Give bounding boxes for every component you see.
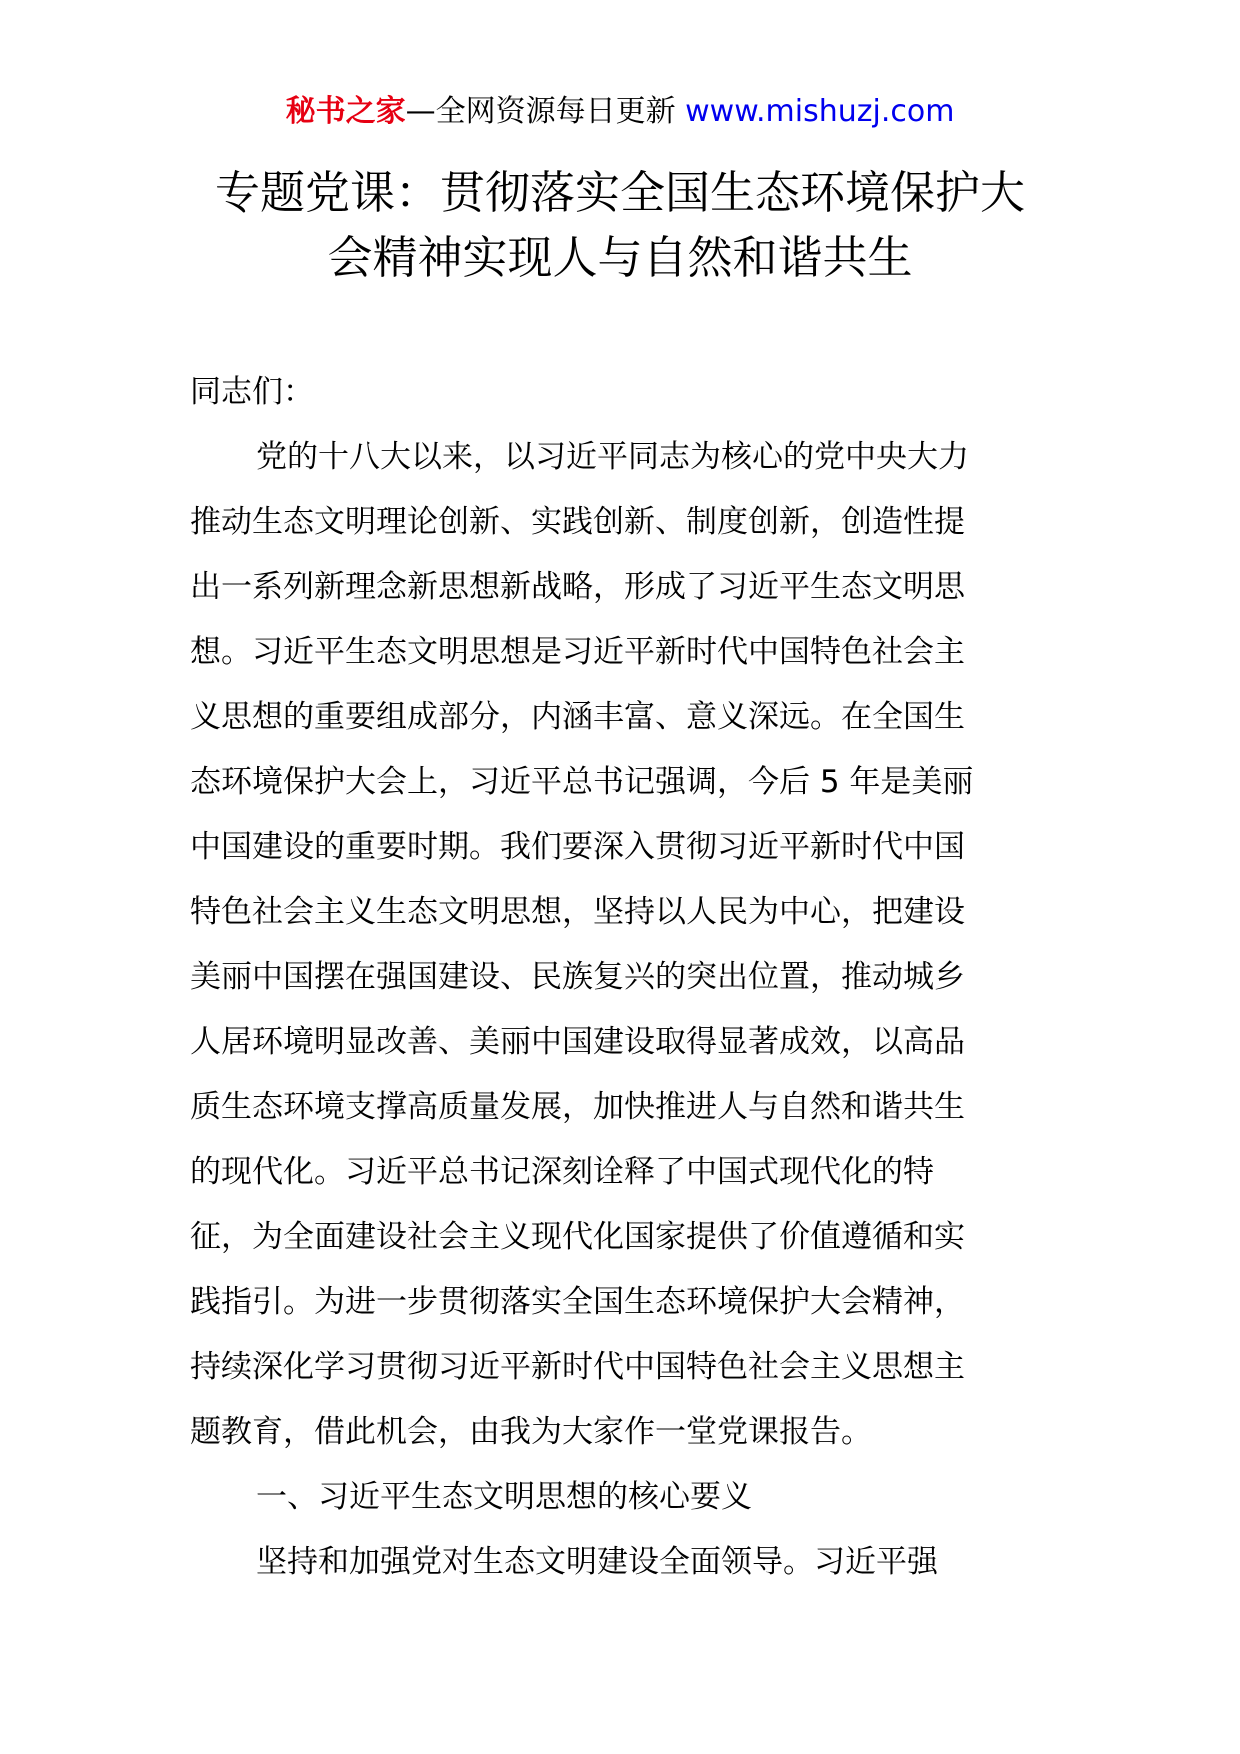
- body-line: 义思想的重要组成部分，内涵丰富、意义深远。在全国生: [190, 699, 965, 735]
- body-line: 的现代化。习近平总书记深刻诠释了中国式现代化的特: [190, 1154, 934, 1190]
- section-heading: 一、习近平生态文明思想的核心要义: [256, 1479, 752, 1515]
- document-title: [170, 160, 1070, 290]
- body-line: 坚持和加强党对生态文明建设全面领导。习近平强: [256, 1544, 938, 1580]
- body-line: 推动生态文明理论创新、实践创新、制度创新，创造性提: [190, 504, 965, 540]
- body-line: 中国建设的重要时期。我们要深入贯彻习近平新时代中国: [190, 829, 965, 865]
- body-line: 征，为全面建设社会主义现代化国家提供了价值遵循和实: [190, 1219, 965, 1255]
- site-url-link[interactable]: www.mishuzj.com: [685, 94, 955, 129]
- body-line: 态环境保护大会上，习近平总书记强调，今后 5 年是美丽: [190, 764, 974, 800]
- body-line: 题教育，借此机会，由我为大家作一堂党课报告。: [190, 1414, 872, 1450]
- body-line: 人居环境明显改善、美丽中国建设取得显著成效，以高品: [190, 1024, 965, 1060]
- site-brand: 秘书之家: [285, 94, 406, 129]
- site-header: [0, 92, 1240, 132]
- greeting: 同志们：: [190, 374, 314, 410]
- body-line: 特色社会主义生态文明思想，坚持以人民为中心，把建设: [190, 894, 965, 930]
- document-title-line-2: 会精神实现人与自然和谐共生: [327, 231, 913, 284]
- body-line: 党的十八大以来，以习近平同志为核心的党中央大力: [256, 439, 969, 475]
- body-line: 质生态环境支撑高质量发展，加快推进人与自然和谐共生: [190, 1089, 965, 1125]
- body-line: 持续深化学习贯彻习近平新时代中国特色社会主义思想主: [190, 1349, 965, 1385]
- body-line: 出一系列新理念新思想新战略，形成了习近平生态文明思: [190, 569, 965, 605]
- body-line: 美丽中国摆在强国建设、民族复兴的突出位置，推动城乡: [190, 959, 965, 995]
- document-body: [190, 360, 1058, 1595]
- body-line: 践指引。为进一步贯彻落实全国生态环境保护大会精神，: [190, 1284, 965, 1320]
- site-tagline: —全网资源每日更新: [405, 94, 686, 129]
- document-title-line-1: 专题党课：贯彻落实全国生态环境保护大: [214, 166, 1025, 219]
- body-line: 想。习近平生态文明思想是习近平新时代中国特色社会主: [190, 634, 965, 670]
